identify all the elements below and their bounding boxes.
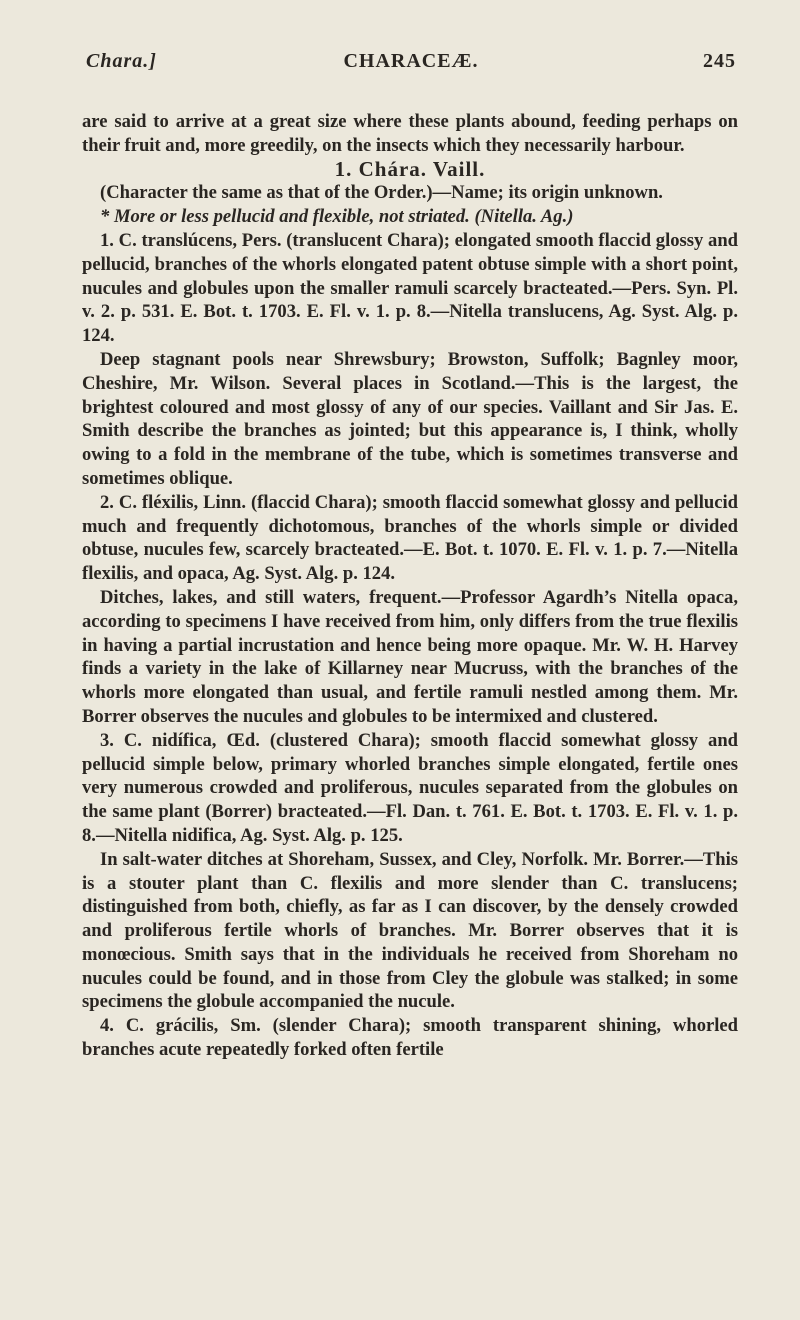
species-2-notes: Ditches, lakes, and still waters, frequent.—Professor Agardh’s Nitella opaca, according to specimens I have received from him, only differs from the true flexilis in having a partial incrustation and hence being more opaque. Mr. W. H. Harvey finds a variety in the lake of Killarney near Mucruss, with the branches of the whorls more elongated than usual, and fertile ramuli nestled among them. Mr. Borrer observes the nucules and globules to be intermixed and clustered. [82, 586, 738, 727]
species-3-description: 3. C. nidífica, Œd. (clustered Chara); smooth flaccid somewhat glossy and pellucid simple below, primary whorled branches simple elongated, fertile ones very numerous crowded and proliferous, nucules separated from the globules on the same plant (Borrer) bracteated.—Fl. Dan. t. 761. E. Bot. t. 1703. E. Fl. v. 1. p. 8.—Nitella nidifica, Ag. Syst. Alg. p. 125. [82, 729, 738, 846]
intro-paragraph: are said to arrive at a great size where these plants abound, feeding perhaps on their fruit and, more greedily, on the insects which they necessarily harbour. [82, 111, 738, 156]
section-heading: * More or less pellucid and flexible, not striated. (Nitella. Ag.) [100, 206, 574, 228]
species-1-notes: Deep stagnant pools near Shrewsbury; Browston, Suffolk; Bagnley moor, Cheshire, Mr. Wilson. Several places in Scotland.—This is the largest, the brightest coloured and most glossy of any of our species. Vaillant and Sir Jas. E. Smith describe the branches as jointed; but this appearance is, I think, wholly owing to a fold in the membrane of the tube, which is sometimes transverse and sometimes oblique. [82, 348, 738, 489]
page-body [82, 110, 738, 1062]
page-number: 245 [703, 50, 736, 72]
species-3-notes: In salt-water ditches at Shoreham, Sussex, and Cley, Norfolk. Mr. Borrer.—This is a stouter plant than C. flexilis and more slender than C. translucens; distinguished from both, chiefly, as far as I can discover, by the densely crowded and proliferous fertile whorls of branches. Mr. Borrer observes that it is monœcious. Smith says that in the individuals he received from Shoreham no nucules could be found, and in those from Cley the globule was stalked; in some specimens the globule accompanied the nucule. [82, 848, 738, 1013]
running-header [86, 50, 736, 80]
genus-heading: 1. Chára. Vaill. [334, 156, 486, 181]
header-section: Chara.] [86, 50, 157, 72]
species-4-description: 4. C. grácilis, Sm. (slender Chara); smooth transparent shining, whorled branches acute repeatedly forked often fertile [82, 1015, 738, 1061]
genus-character: (Character the same as that of the Order.)—Name; its origin unknown. [100, 182, 663, 204]
species-2-description: 2. C. fléxilis, Linn. (flaccid Chara); smooth flaccid somewhat glossy and pellucid much and frequently dichotomous, branches of the whorls simple or divided obtuse, nucules few, scarcely bracteated.—E. Bot. t. 1070. E. Fl. v. 1. p. 7.—Nitella flexilis, and opaca, Ag. Syst. Alg. p. 124. [82, 491, 738, 585]
species-1-description: 1. C. translúcens, Pers. (translucent Chara); elongated smooth flaccid glossy and pellucid, branches of the whorls elongated patent obtuse simple with a short point, nucules and globules upon the smaller ramuli scarcely bracteated.—Pers. Syn. Pl. v. 2. p. 531. E. Bot. t. 1703. E. Fl. v. 1. p. 8.—Nitella translucens, Ag. Syst. Alg. p. 124. [82, 229, 738, 347]
header-title: CHARACEÆ. [343, 50, 479, 72]
